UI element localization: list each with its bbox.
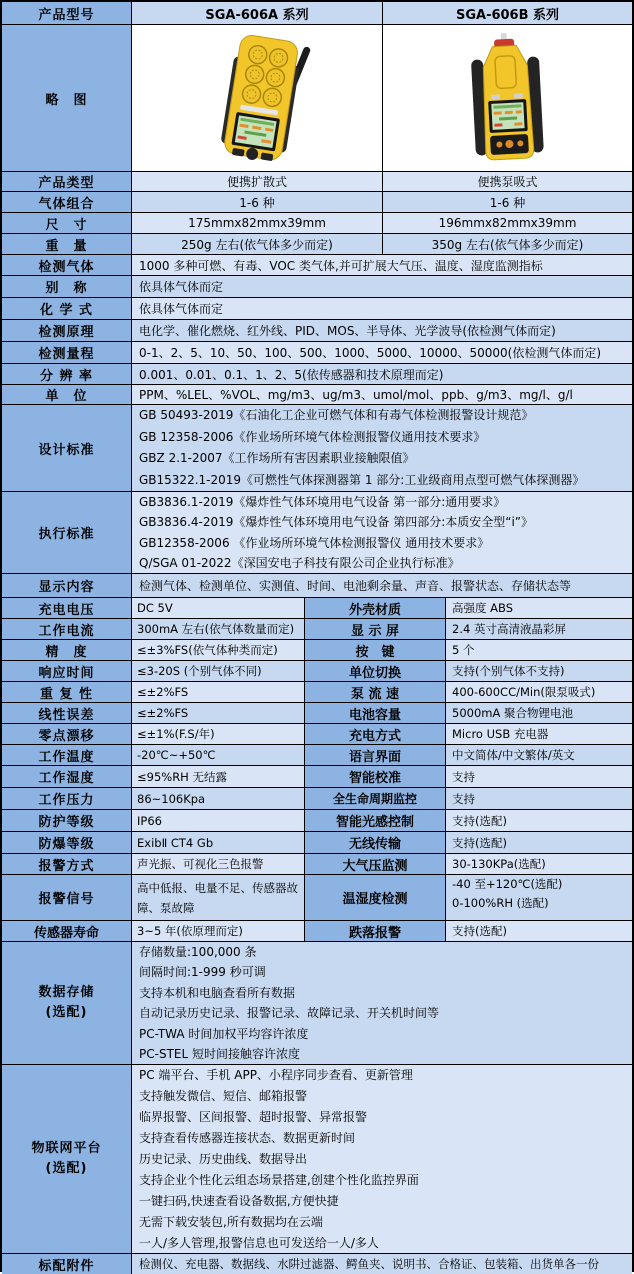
iot-platform-list bbox=[132, 1065, 632, 1253]
row-label: 语言界面 bbox=[305, 745, 446, 765]
row-gas-combination bbox=[2, 192, 632, 213]
row-label: 传感器寿命 bbox=[2, 921, 132, 941]
storage-line: 支持本机和电脑查看所有数据 bbox=[139, 985, 296, 1000]
row-resolution bbox=[2, 364, 632, 385]
spec-value: 支持 bbox=[446, 766, 632, 787]
spec-value: 5 个 bbox=[446, 640, 632, 660]
label-line: (选配) bbox=[45, 1161, 88, 1176]
row-label: 外壳材质 bbox=[305, 598, 446, 618]
row-label: 跌落报警 bbox=[305, 921, 446, 941]
row-label: 标配附件 bbox=[2, 1254, 132, 1274]
row-standard-accessories bbox=[2, 1254, 632, 1274]
iot-line: 支持触发微信、短信、邮箱报警 bbox=[139, 1088, 308, 1103]
row-label: 零点漂移 bbox=[2, 724, 132, 744]
row-label: 报警信号 bbox=[2, 875, 132, 920]
iot-line: 支持企业个性化云组态场景搭建,创建个性化监控界面 bbox=[139, 1172, 419, 1187]
spec-value: 依具体气体而定 bbox=[132, 276, 632, 297]
spec-value: ≤±2%FS bbox=[132, 703, 305, 723]
row-label: 别 称 bbox=[2, 276, 132, 297]
row-chemical-formula bbox=[2, 298, 632, 320]
row-label: 智能光感控制 bbox=[305, 810, 446, 831]
spec-value: ≤±2%FS bbox=[132, 682, 305, 702]
standard-line: GB3836.4-2019《爆炸性气体环境用电气设备 第四部分:本质安全型“i”》 bbox=[139, 515, 534, 529]
standard-line: GB12358-2006 《作业场所环境气体检测报警仪 通用技术要求》 bbox=[139, 535, 490, 550]
row-product-type bbox=[2, 172, 632, 192]
spec-value: 支持(选配) bbox=[446, 832, 632, 853]
row-label: 显 示 屏 bbox=[305, 619, 446, 639]
image-row-label: 略 图 bbox=[2, 25, 132, 171]
device-b-illustration bbox=[433, 32, 583, 164]
row-data-storage bbox=[2, 942, 632, 1065]
spec-value: 30-130KPa(选配) bbox=[446, 854, 632, 874]
row-label: 响应时间 bbox=[2, 661, 132, 681]
model-b-name: SGA-606B 系列 bbox=[383, 2, 632, 24]
row-detection-principle bbox=[2, 320, 632, 342]
row-label: 分 辨 率 bbox=[2, 364, 132, 384]
row-label: 充电电压 bbox=[2, 598, 132, 618]
row-sensor-life bbox=[2, 921, 632, 942]
spec-value: 86~106Kpa bbox=[132, 788, 305, 809]
row-label bbox=[2, 1065, 132, 1253]
row-label: 单 位 bbox=[2, 385, 132, 404]
row-label: 执行标准 bbox=[2, 492, 132, 573]
row-label: 精 度 bbox=[2, 640, 132, 660]
standard-line: GB 50493-2019《石油化工企业可燃气体和有毒气体检测报警设计规范》 bbox=[139, 408, 534, 422]
row-working-current bbox=[2, 619, 632, 640]
spec-value: ≤3-20S (个别气体不同) bbox=[132, 661, 305, 681]
storage-line: 存储数量:100,000 条 bbox=[139, 944, 257, 959]
row-label: 重 复 性 bbox=[2, 682, 132, 702]
spec-value-a: 便携扩散式 bbox=[132, 172, 383, 191]
spec-value: 0.001、0.01、0.1、1、2、5(依传感器和技术原理而定) bbox=[132, 364, 632, 384]
row-product-model bbox=[2, 2, 632, 25]
row-label: 线性误差 bbox=[2, 703, 132, 723]
spec-value: -20℃~+50℃ bbox=[132, 745, 305, 765]
iot-line: 历史记录、历史曲线、数据导出 bbox=[139, 1151, 308, 1166]
spec-value: 高强度 ABS bbox=[446, 598, 632, 618]
row-label: 工作压力 bbox=[2, 788, 132, 809]
data-storage-list bbox=[132, 942, 632, 1064]
row-label: 显示内容 bbox=[2, 574, 132, 597]
device-a-image bbox=[132, 25, 383, 171]
row-label: 温湿度检测 bbox=[305, 875, 446, 920]
row-detected-gases bbox=[2, 255, 632, 276]
row-execution-standards bbox=[2, 492, 632, 574]
spec-value: ≤±1%(F.S/年) bbox=[132, 724, 305, 744]
spec-value: 依具体气体而定 bbox=[132, 298, 632, 319]
row-working-humidity bbox=[2, 766, 632, 788]
row-response-time bbox=[2, 661, 632, 682]
row-label: 防爆等级 bbox=[2, 832, 132, 853]
spec-value: 2.4 英寸高清液晶彩屏 bbox=[446, 619, 632, 639]
row-zero-drift bbox=[2, 724, 632, 745]
row-alarm-signals bbox=[2, 875, 632, 921]
spec-value: 声光振、可视化三色报警 bbox=[132, 854, 305, 874]
row-design-standards bbox=[2, 405, 632, 492]
spec-value: PPM、%LEL、%VOL、mg/m3、ug/m3、umol/mol、ppb、g/m3、mg/l、g/l bbox=[132, 385, 632, 404]
spec-value: 支持(个别气体不支持) bbox=[446, 661, 632, 681]
row-explosion-proof-rating bbox=[2, 832, 632, 854]
row-label: 工作电流 bbox=[2, 619, 132, 639]
spec-value: 支持(选配) bbox=[446, 921, 632, 941]
spec-value: 检测气体、检测单位、实测值、时间、电池剩余量、声音、报警状态、存储状态等 bbox=[132, 574, 632, 597]
value-line: 0-100%RH (选配) bbox=[452, 896, 549, 910]
iot-line: 无需下载安装包,所有数据均在云端 bbox=[139, 1214, 323, 1229]
spec-value-b: 196mmx82mmx39mm bbox=[383, 213, 632, 233]
row-label: 工作湿度 bbox=[2, 766, 132, 787]
row-label bbox=[2, 942, 132, 1064]
standard-line: Q/SGA 01-2022《深国安电子科技有限公司企业执行标准》 bbox=[139, 556, 460, 570]
spec-value-b: 便携泵吸式 bbox=[383, 172, 632, 191]
row-alarm-mode bbox=[2, 854, 632, 875]
row-weight bbox=[2, 234, 632, 255]
row-dimensions bbox=[2, 213, 632, 234]
storage-line: PC-STEL 短时间接触容许浓度 bbox=[139, 1047, 300, 1061]
row-label: 防护等级 bbox=[2, 810, 132, 831]
row-label: 检测气体 bbox=[2, 255, 132, 275]
label-line: (选配) bbox=[45, 1005, 88, 1020]
spec-value: 0-1、2、5、10、50、100、500、1000、5000、10000、50000(依检测气体而定) bbox=[132, 342, 632, 363]
row-iot-platform bbox=[2, 1065, 632, 1254]
storage-line: 间隔时间:1-999 秒可调 bbox=[139, 965, 266, 979]
execution-standards-list bbox=[132, 492, 632, 573]
spec-value: 300mA 左右(依气体数量而定) bbox=[132, 619, 305, 639]
spec-value: 中文简体/中文繁体/英文 bbox=[446, 745, 632, 765]
iot-line: 一键扫码,快速查看设备数据,方便快捷 bbox=[139, 1193, 339, 1208]
label-line: 物联网平台 bbox=[31, 1141, 102, 1156]
spec-value: 400-600CC/Min(限泵吸式) bbox=[446, 682, 632, 702]
storage-line: 自动记录历史记录、报警记录、故障记录、开关机时间等 bbox=[139, 1006, 440, 1020]
spec-value: ≤±3%FS(依气体种类而定) bbox=[132, 640, 305, 660]
spec-value: 1000 多种可燃、有毒、VOC 类气体,并可扩展大气压、温度、湿度监测指标 bbox=[132, 255, 632, 275]
row-label: 设计标准 bbox=[2, 405, 132, 491]
row-accuracy bbox=[2, 640, 632, 661]
storage-line: PC-TWA 时间加权平均容许浓度 bbox=[139, 1026, 309, 1041]
spec-value: 3~5 年(依原理而定) bbox=[132, 921, 305, 941]
spec-value: 电化学、催化燃烧、红外线、PID、MOS、半导体、光学波导(依检测气体而定) bbox=[132, 320, 632, 341]
row-label: 电池容量 bbox=[305, 703, 446, 723]
row-product-image bbox=[2, 25, 632, 172]
spec-value: ≤95%RH 无结露 bbox=[132, 766, 305, 787]
iot-line: 临界报警、区间报警、超时报警、异常报警 bbox=[139, 1109, 368, 1124]
row-label: 报警方式 bbox=[2, 854, 132, 874]
row-working-temperature bbox=[2, 745, 632, 766]
label-line: 数据存储 bbox=[38, 985, 95, 1000]
design-standards-list bbox=[132, 405, 632, 491]
standard-line: GB15322.1-2019《可燃性气体探测器第 1 部分:工业级商用点型可燃气体探测器》 bbox=[139, 472, 585, 487]
standard-line: GB 12358-2006《作业场所环境气体检测报警仪通用技术要求》 bbox=[139, 429, 486, 444]
spec-value-b: 350g 左右(依气体多少而定) bbox=[383, 234, 632, 254]
model-a-name: SGA-606A 系列 bbox=[132, 2, 383, 24]
spec-value: 5000mA 聚合物锂电池 bbox=[446, 703, 632, 723]
row-label: 检测量程 bbox=[2, 342, 132, 363]
row-label: 气体组合 bbox=[2, 192, 132, 212]
iot-line: PC 端平台、手机 APP、小程序同步查看、更新管理 bbox=[139, 1067, 413, 1082]
row-linearity-error bbox=[2, 703, 632, 724]
standard-line: GB3836.1-2019《爆炸性气体环境用电气设备 第一部分:通用要求》 bbox=[139, 494, 506, 509]
spec-value: 检测仪、充电器、数据线、水阱过滤器、鳄鱼夹、说明书、合格证、包装箱、出货单各一份 bbox=[132, 1254, 632, 1274]
row-label: 全生命周期监控 bbox=[305, 788, 446, 809]
row-repeatability bbox=[2, 682, 632, 703]
row-label: 充电方式 bbox=[305, 724, 446, 744]
row-label: 尺 寸 bbox=[2, 213, 132, 233]
row-label: 化 学 式 bbox=[2, 298, 132, 319]
spec-value: ExibⅡ CT4 Gb bbox=[132, 832, 305, 853]
row-label: 大气压监测 bbox=[305, 854, 446, 874]
device-a-illustration bbox=[182, 32, 332, 164]
row-label: 单位切换 bbox=[305, 661, 446, 681]
row-label: 工作温度 bbox=[2, 745, 132, 765]
spec-value: 高中低报、电量不足、传感器故障、泵故障 bbox=[132, 875, 305, 920]
row-label: 产品类型 bbox=[2, 172, 132, 191]
row-units bbox=[2, 385, 632, 405]
row-charge-voltage bbox=[2, 598, 632, 619]
standard-line: GBZ 2.1-2007《工作场所有害因素职业接触限值》 bbox=[139, 451, 415, 465]
value-line: -40 至+120℃(选配) bbox=[452, 877, 563, 891]
product-model-label: 产品型号 bbox=[2, 2, 132, 24]
row-protection-rating bbox=[2, 810, 632, 832]
row-label: 无线传输 bbox=[305, 832, 446, 853]
iot-line: 支持查看传感器连接状态、数据更新时间 bbox=[139, 1130, 356, 1145]
row-label: 检测原理 bbox=[2, 320, 132, 341]
row-detection-range bbox=[2, 342, 632, 364]
spec-value: Micro USB 充电器 bbox=[446, 724, 632, 744]
spec-value bbox=[446, 875, 632, 920]
row-label: 按 键 bbox=[305, 640, 446, 660]
row-label: 重 量 bbox=[2, 234, 132, 254]
spec-value: 支持 bbox=[446, 788, 632, 809]
spec-value: IP66 bbox=[132, 810, 305, 831]
spec-value-a: 175mmx82mmx39mm bbox=[132, 213, 383, 233]
spec-value-b: 1-6 种 bbox=[383, 192, 632, 212]
spec-value-a: 250g 左右(依气体多少而定) bbox=[132, 234, 383, 254]
device-b-image bbox=[383, 25, 632, 171]
iot-line: 一人/多人管理,报警信息也可发送给一人/多人 bbox=[139, 1235, 379, 1250]
spec-value: 支持(选配) bbox=[446, 810, 632, 831]
row-working-pressure bbox=[2, 788, 632, 810]
row-label: 泵 流 速 bbox=[305, 682, 446, 702]
row-alias bbox=[2, 276, 632, 298]
row-display-content bbox=[2, 574, 632, 598]
spec-value-a: 1-6 种 bbox=[132, 192, 383, 212]
row-label: 智能校准 bbox=[305, 766, 446, 787]
spec-value: DC 5V bbox=[132, 598, 305, 618]
